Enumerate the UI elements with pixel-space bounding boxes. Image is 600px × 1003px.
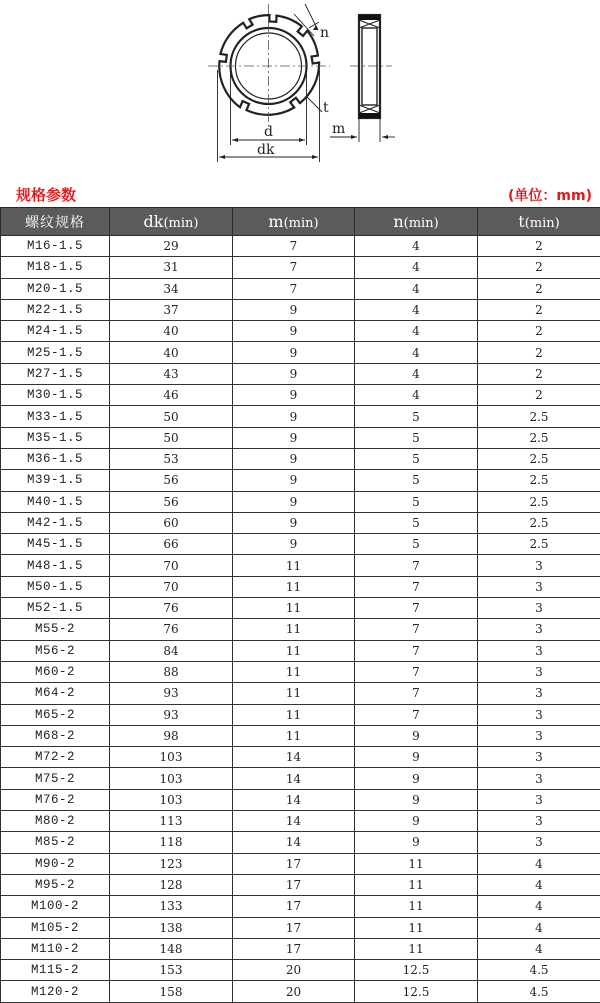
cell-dk: 66 (110, 534, 233, 555)
table-row (1, 321, 600, 342)
col-header-dk (110, 208, 233, 236)
cell-dk: 138 (110, 917, 233, 938)
table-row (1, 299, 600, 320)
cell-thread: M75-2 (1, 768, 110, 789)
cell-n: 4 (355, 321, 478, 342)
cell-n: 7 (355, 704, 478, 725)
cell-dk: 103 (110, 789, 233, 810)
cell-thread: M60-2 (1, 661, 110, 682)
cell-thread: M30-1.5 (1, 385, 110, 406)
table-row (1, 619, 600, 640)
label-d: d (264, 124, 273, 140)
label-dk: dk (257, 142, 275, 158)
cell-m: 9 (233, 363, 355, 384)
cell-t: 3 (478, 619, 600, 640)
cell-t: 2.5 (478, 427, 600, 448)
cell-m: 9 (233, 448, 355, 469)
cell-n: 9 (355, 832, 478, 853)
cell-dk: 88 (110, 661, 233, 682)
cell-thread: M65-2 (1, 704, 110, 725)
cell-thread: M35-1.5 (1, 427, 110, 448)
cell-n: 9 (355, 725, 478, 746)
table-row (1, 512, 600, 533)
table-row (1, 747, 600, 768)
cell-dk: 40 (110, 342, 233, 363)
cell-m: 11 (233, 683, 355, 704)
cell-dk: 50 (110, 427, 233, 448)
cell-n: 4 (355, 385, 478, 406)
cell-m: 9 (233, 491, 355, 512)
table-header-row (1, 208, 600, 236)
cell-t: 4.5 (478, 981, 600, 1002)
cell-m: 9 (233, 470, 355, 491)
cell-n: 9 (355, 811, 478, 832)
cell-m: 7 (233, 278, 355, 299)
cell-thread: M42-1.5 (1, 512, 110, 533)
cell-dk: 113 (110, 811, 233, 832)
cell-n: 12.5 (355, 981, 478, 1002)
cell-m: 11 (233, 619, 355, 640)
col-header-thread (1, 208, 110, 236)
cell-m: 11 (233, 725, 355, 746)
table-row (1, 576, 600, 597)
cell-dk: 123 (110, 853, 233, 874)
cell-t: 4 (478, 896, 600, 917)
cell-thread: M90-2 (1, 853, 110, 874)
table-row (1, 236, 600, 257)
cell-m: 9 (233, 299, 355, 320)
cell-thread: M45-1.5 (1, 534, 110, 555)
cell-t: 2 (478, 363, 600, 384)
cell-dk: 34 (110, 278, 233, 299)
cell-m: 14 (233, 789, 355, 810)
cell-m: 17 (233, 853, 355, 874)
table-row (1, 555, 600, 576)
table-row (1, 768, 600, 789)
cell-t: 3 (478, 789, 600, 810)
cell-t: 2 (478, 342, 600, 363)
cell-dk: 37 (110, 299, 233, 320)
cell-dk: 118 (110, 832, 233, 853)
cell-n: 4 (355, 342, 478, 363)
cell-t: 3 (478, 683, 600, 704)
cell-t: 2 (478, 385, 600, 406)
cell-m: 11 (233, 661, 355, 682)
nut-outer-profile (219, 15, 319, 115)
cell-m: 20 (233, 981, 355, 1002)
table-row (1, 896, 600, 917)
cell-m: 14 (233, 832, 355, 853)
col-header-t (478, 208, 600, 236)
cell-n: 7 (355, 598, 478, 619)
cell-t: 3 (478, 832, 600, 853)
cell-thread: M33-1.5 (1, 406, 110, 427)
cell-t: 3 (478, 598, 600, 619)
cell-dk: 76 (110, 619, 233, 640)
cell-m: 9 (233, 534, 355, 555)
table-row (1, 278, 600, 299)
spec-table-body (1, 236, 600, 1003)
cell-thread: M39-1.5 (1, 470, 110, 491)
cell-thread: M76-2 (1, 789, 110, 810)
table-row (1, 661, 600, 682)
cell-dk: 93 (110, 704, 233, 725)
cell-n: 4 (355, 257, 478, 278)
cell-t: 3 (478, 811, 600, 832)
cell-dk: 31 (110, 257, 233, 278)
cell-thread: M55-2 (1, 619, 110, 640)
cell-thread: M40-1.5 (1, 491, 110, 512)
cell-n: 5 (355, 406, 478, 427)
cell-m: 9 (233, 427, 355, 448)
table-row (1, 598, 600, 619)
table-row (1, 789, 600, 810)
table-row (1, 342, 600, 363)
cell-n: 7 (355, 683, 478, 704)
col-header-n (355, 208, 478, 236)
label-t: t (323, 100, 329, 116)
cell-dk: 133 (110, 896, 233, 917)
technical-drawing (0, 0, 600, 180)
cell-n: 7 (355, 661, 478, 682)
table-row (1, 534, 600, 555)
table-row (1, 981, 600, 1002)
cell-thread: M25-1.5 (1, 342, 110, 363)
table-row (1, 640, 600, 661)
col-header-label: 螺纹规格 (25, 215, 85, 231)
cell-n: 11 (355, 896, 478, 917)
cell-thread: M115-2 (1, 960, 110, 981)
label-m: m (332, 121, 345, 137)
cell-m: 14 (233, 768, 355, 789)
col-header-unit: (min) (284, 216, 319, 231)
cell-dk: 40 (110, 321, 233, 342)
cell-t: 2 (478, 278, 600, 299)
table-row (1, 853, 600, 874)
cell-t: 4 (478, 917, 600, 938)
cell-n: 5 (355, 427, 478, 448)
cell-thread: M56-2 (1, 640, 110, 661)
cell-t: 2.5 (478, 406, 600, 427)
cell-t: 2.5 (478, 491, 600, 512)
cell-dk: 70 (110, 576, 233, 597)
cell-t: 2 (478, 299, 600, 320)
cell-t: 2.5 (478, 470, 600, 491)
cell-m: 17 (233, 938, 355, 959)
cell-n: 11 (355, 874, 478, 895)
cell-dk: 70 (110, 555, 233, 576)
cell-thread: M80-2 (1, 811, 110, 832)
cell-dk: 93 (110, 683, 233, 704)
cell-n: 5 (355, 448, 478, 469)
cell-m: 14 (233, 747, 355, 768)
table-row (1, 491, 600, 512)
table-row (1, 385, 600, 406)
spec-title-row (0, 182, 600, 208)
cell-m: 14 (233, 811, 355, 832)
table-row (1, 811, 600, 832)
cell-m: 11 (233, 576, 355, 597)
table-row (1, 427, 600, 448)
cell-t: 3 (478, 661, 600, 682)
table-row (1, 874, 600, 895)
nut-side-view (359, 15, 380, 118)
cell-dk: 46 (110, 385, 233, 406)
cell-m: 17 (233, 896, 355, 917)
col-header-unit: (min) (404, 216, 439, 231)
cell-t: 3 (478, 555, 600, 576)
cell-thread: M48-1.5 (1, 555, 110, 576)
cell-thread: M27-1.5 (1, 363, 110, 384)
cell-thread: M22-1.5 (1, 299, 110, 320)
col-header-m (233, 208, 355, 236)
cell-m: 9 (233, 385, 355, 406)
cell-t: 2.5 (478, 448, 600, 469)
cell-m: 20 (233, 960, 355, 981)
cell-n: 5 (355, 470, 478, 491)
cell-t: 3 (478, 747, 600, 768)
cell-dk: 148 (110, 938, 233, 959)
table-row (1, 917, 600, 938)
cell-dk: 103 (110, 747, 233, 768)
cell-t: 4 (478, 874, 600, 895)
cell-thread: M72-2 (1, 747, 110, 768)
cell-m: 17 (233, 874, 355, 895)
cell-dk: 158 (110, 981, 233, 1002)
cell-thread: M85-2 (1, 832, 110, 853)
cell-t: 2.5 (478, 534, 600, 555)
col-header-label: m (268, 212, 283, 231)
table-row (1, 257, 600, 278)
cell-t: 3 (478, 725, 600, 746)
cell-dk: 103 (110, 768, 233, 789)
cell-t: 2.5 (478, 512, 600, 533)
cell-n: 7 (355, 640, 478, 661)
cell-thread: M20-1.5 (1, 278, 110, 299)
cell-thread: M16-1.5 (1, 236, 110, 257)
cell-n: 4 (355, 299, 478, 320)
table-row (1, 406, 600, 427)
cell-t: 2 (478, 257, 600, 278)
cell-dk: 60 (110, 512, 233, 533)
table-row (1, 938, 600, 959)
cell-thread: M95-2 (1, 874, 110, 895)
cell-m: 11 (233, 598, 355, 619)
cell-n: 11 (355, 917, 478, 938)
cell-m: 9 (233, 512, 355, 533)
col-header-unit: (min) (163, 216, 198, 231)
cell-n: 9 (355, 789, 478, 810)
cell-m: 11 (233, 704, 355, 725)
table-row (1, 960, 600, 981)
cell-thread: M24-1.5 (1, 321, 110, 342)
cell-n: 4 (355, 278, 478, 299)
cell-dk: 56 (110, 470, 233, 491)
cell-thread: M52-1.5 (1, 598, 110, 619)
cell-thread: M68-2 (1, 725, 110, 746)
cell-dk: 128 (110, 874, 233, 895)
col-header-label: t (518, 212, 524, 231)
cell-n: 5 (355, 512, 478, 533)
cell-m: 11 (233, 555, 355, 576)
table-row (1, 448, 600, 469)
cell-n: 5 (355, 491, 478, 512)
unit-note: (单位：mm) (508, 185, 592, 205)
cell-thread: M105-2 (1, 917, 110, 938)
col-header-unit: (min) (525, 216, 560, 231)
cell-m: 9 (233, 406, 355, 427)
cell-m: 9 (233, 321, 355, 342)
cell-t: 3 (478, 576, 600, 597)
table-row (1, 470, 600, 491)
cell-dk: 50 (110, 406, 233, 427)
cell-n: 9 (355, 768, 478, 789)
cell-n: 4 (355, 363, 478, 384)
cell-n: 7 (355, 555, 478, 576)
col-header-label: n (393, 212, 403, 231)
cell-n: 7 (355, 619, 478, 640)
cell-dk: 84 (110, 640, 233, 661)
cell-n: 9 (355, 747, 478, 768)
cell-n: 11 (355, 938, 478, 959)
spec-table (0, 207, 600, 1003)
cell-t: 4.5 (478, 960, 600, 981)
cell-thread: M100-2 (1, 896, 110, 917)
cell-thread: M64-2 (1, 683, 110, 704)
cell-t: 3 (478, 640, 600, 661)
cell-n: 12.5 (355, 960, 478, 981)
table-row (1, 725, 600, 746)
table-row (1, 363, 600, 384)
cell-dk: 76 (110, 598, 233, 619)
cell-m: 9 (233, 342, 355, 363)
table-row (1, 683, 600, 704)
cell-t: 2 (478, 236, 600, 257)
cell-m: 7 (233, 236, 355, 257)
cell-t: 4 (478, 938, 600, 959)
cell-n: 11 (355, 853, 478, 874)
cell-t: 3 (478, 768, 600, 789)
cell-thread: M110-2 (1, 938, 110, 959)
cell-thread: M50-1.5 (1, 576, 110, 597)
cell-t: 4 (478, 853, 600, 874)
cell-n: 5 (355, 534, 478, 555)
col-header-label: dk (144, 212, 164, 231)
label-n: n (320, 25, 329, 41)
cell-n: 4 (355, 236, 478, 257)
cell-t: 3 (478, 704, 600, 725)
spec-title: 规格参数 (16, 184, 76, 205)
cell-m: 11 (233, 640, 355, 661)
cell-m: 17 (233, 917, 355, 938)
cell-dk: 43 (110, 363, 233, 384)
cell-thread: M18-1.5 (1, 257, 110, 278)
table-row (1, 832, 600, 853)
cell-thread: M36-1.5 (1, 448, 110, 469)
cell-dk: 56 (110, 491, 233, 512)
cell-t: 2 (478, 321, 600, 342)
cell-n: 7 (355, 576, 478, 597)
cell-dk: 98 (110, 725, 233, 746)
cell-dk: 153 (110, 960, 233, 981)
table-row (1, 704, 600, 725)
cell-m: 7 (233, 257, 355, 278)
cell-dk: 53 (110, 448, 233, 469)
cell-dk: 29 (110, 236, 233, 257)
cell-thread: M120-2 (1, 981, 110, 1002)
